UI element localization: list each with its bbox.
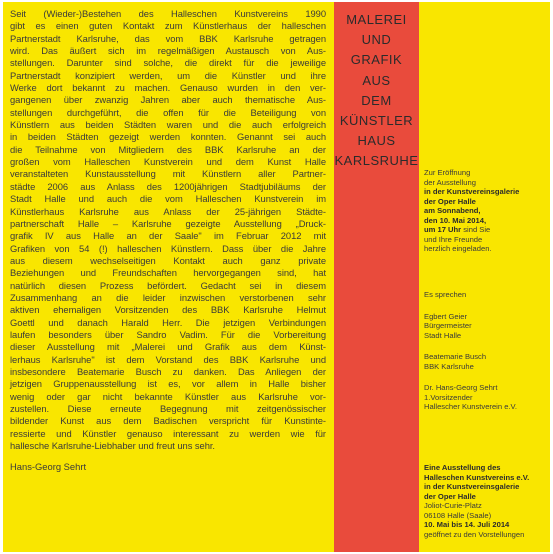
title-line: KÜNSTLER xyxy=(339,113,414,129)
exhibit-address: Joliot-Curie-Platz xyxy=(424,501,482,510)
title-line: DEM xyxy=(361,92,392,108)
speaker-role: Bürgermeister xyxy=(424,321,472,330)
speaker-role: 1.Vorsitzender xyxy=(424,392,473,402)
body-line: zustellen. Diese erneute Begegnung mit zeitgenössischer xyxy=(10,403,326,414)
speaker-name: Beatemarie Busch xyxy=(424,352,487,361)
exhibition-title xyxy=(334,10,419,172)
speaker-name: Dr. Hans-Georg Sehrt xyxy=(424,383,498,392)
speaker-2 xyxy=(424,352,548,371)
title-line: GRAFIK xyxy=(350,52,403,68)
body-line: Werke dort bekannt zu machen. Genauso wurden in den ver- xyxy=(10,82,326,94)
invite-line: herzlich eingeladen. xyxy=(424,244,492,253)
title-line: KARLSRUHE xyxy=(334,153,419,169)
invite-venue: in der Kunstvereinsgalerie xyxy=(424,187,520,196)
body-line: Partnerstadt konzipiert werden, um die Künstler und ihre xyxy=(10,69,326,81)
body-line: dieser Ausstellung mit „Malerei und Grafik aus dem Künst- xyxy=(10,341,326,353)
body-line: veranstalteten Kunstausstellung mit Künstlern aller Partner- xyxy=(10,168,326,180)
invite-time-line xyxy=(424,225,548,235)
invitation-block xyxy=(424,168,548,254)
body-line: grafik IV aus Halle an der Saale" im Februar 2012 mit xyxy=(10,230,326,242)
invite-line: Zur Eröffnung xyxy=(424,168,471,177)
body-line: aus diesem wechselseitigen Kontakt auch ganz private xyxy=(10,254,326,266)
body-line: die Teilnahme von Mitgliedern des BBK Karlsruhe an der xyxy=(10,143,326,155)
body-line: insbesondere Beatemarie Busch zu danken. Das Anliegen der xyxy=(10,365,326,377)
body-line: Künstlern aus beiden Städten waren und die auch erfolgreich xyxy=(10,119,326,131)
exhibit-line: Eine Ausstellung des xyxy=(424,463,501,472)
body-line: Beziehungen und Freundschaften hervorgegangen sind, hat xyxy=(10,267,326,279)
exhibition-info-block xyxy=(424,463,548,539)
title-line: HAUS xyxy=(357,133,396,149)
body-line: ressierte und Künstler genauso interessant zu werden wie für xyxy=(10,427,326,439)
body-line: partnerschaft Halle – Karlsruhe gezeigte Ausstellung „Druck- xyxy=(10,217,326,229)
invite-date: den 10. Mai 2014, xyxy=(424,215,487,225)
body-line: großen vom Halleschen Kunstverein und dem Kunst Halle xyxy=(10,156,326,168)
author-signature: Hans-Georg Sehrt xyxy=(10,461,87,472)
body-line: aktiven ehemaligen Vorsitzenden des BBK Karlsruhe Helmut xyxy=(10,304,326,316)
exhibit-dates: 10. Mai bis 14. Juli 2014 xyxy=(424,520,510,529)
body-line: jetzigen Gruppenausstellung ist es, vor allem in Halle bisher xyxy=(10,378,326,390)
speaker-role: Hallescher Kunstverein e.V. xyxy=(424,402,518,411)
exhibit-hours: geöffnet zu den Vorstellungen xyxy=(424,529,525,539)
exhibit-venue: der Oper Halle xyxy=(424,491,476,501)
body-line: Künstlerhaus Karlsruhe aus Anlass der 25-jährigen Städte- xyxy=(10,205,326,217)
speakers-block xyxy=(424,290,548,424)
exhibit-venue: in der Kunstvereinsgalerie xyxy=(424,482,520,491)
title-line: UND xyxy=(361,32,392,48)
invite-line: der Ausstellung xyxy=(424,177,476,187)
invite-time: um 17 Uhr xyxy=(424,225,462,234)
invite-text: sind Sie xyxy=(461,225,491,234)
body-line: stellungen. Darunter sind solche, die direkt für die jeweilige xyxy=(10,57,326,69)
speaker-3 xyxy=(424,383,548,412)
invite-line: und Ihre Freunde xyxy=(424,234,483,244)
body-line: hallesche Karlsruhe-Liebhaber und freut uns sehr. xyxy=(10,440,215,452)
body-line: gibt es einen guten Kontakt zum Künstlerhaus der halleschen xyxy=(10,20,326,32)
speaker-1 xyxy=(424,312,548,341)
body-line: Grafiken von 54 (!) halleschen Künstlern. Dass über die Jahre xyxy=(10,242,326,254)
exhibit-organizer: Halleschen Kunstvereins e.V. xyxy=(424,472,530,482)
exhibit-address: 06108 Halle (Saale) xyxy=(424,510,492,520)
invite-date-line xyxy=(424,216,548,226)
title-line: MALEREI xyxy=(346,12,407,27)
body-line: Seit (Wieder-)Bestehen des Halleschen Kunstvereins 1990 xyxy=(10,8,326,19)
body-line: lerhaus Karlsruhe" ist dem Vorstand des BBK Karlsruhe und xyxy=(10,353,326,365)
title-line: AUS xyxy=(362,72,391,88)
speaker-role: Stadt Halle xyxy=(424,330,462,340)
body-line: Stadt Halle und auch die vom Halleschen Kunstverein im xyxy=(10,193,326,205)
invite-date: am Sonnabend, xyxy=(424,206,481,215)
speakers-intro: Es sprechen xyxy=(424,290,467,299)
body-line: städte 2006 aus Anlass des 1200jährigen Stadtjubiläums der xyxy=(10,180,326,192)
body-line: gangenen über zwanzig Jahren aber auch thematische Aus- xyxy=(10,94,326,106)
body-line: laufen besonders über Sandro Vadim. Für die Vorbereitung xyxy=(10,328,326,340)
body-line: wird. Das äußert sich im regelmäßigen Austausch von Aus- xyxy=(10,45,326,57)
speaker-role: BBK Karlsruhe xyxy=(424,361,474,371)
invite-venue: der Oper Halle xyxy=(424,196,476,206)
body-line: Zusammenhang an die leider inzwischen verstorbenen sehr xyxy=(10,291,326,303)
body-line: stellungen durchgeführt, die offen für die Beteiligung von xyxy=(10,106,326,118)
body-line: natürlich diesen Prozess befördert. Gedacht sei in diesem xyxy=(10,279,326,291)
body-line: in beiden Städten gezeigt werden konnten. Genannt sei auch xyxy=(10,131,326,143)
intro-text xyxy=(10,8,326,452)
body-line: Goettl und danach Harald Herr. Die jetzigen Verbindungen xyxy=(10,316,326,328)
body-line: wenig oder gar nicht bekannte Künstler aus Karlsruhe vor- xyxy=(10,390,326,402)
body-line: bildender Kunst aus dem Badischen verspricht für Kunstinte- xyxy=(10,415,326,427)
body-line: Partnerstadt Karlsruhe, das vom BBK Karlsruhe getragen xyxy=(10,32,326,44)
speaker-name: Egbert Geier xyxy=(424,311,468,321)
